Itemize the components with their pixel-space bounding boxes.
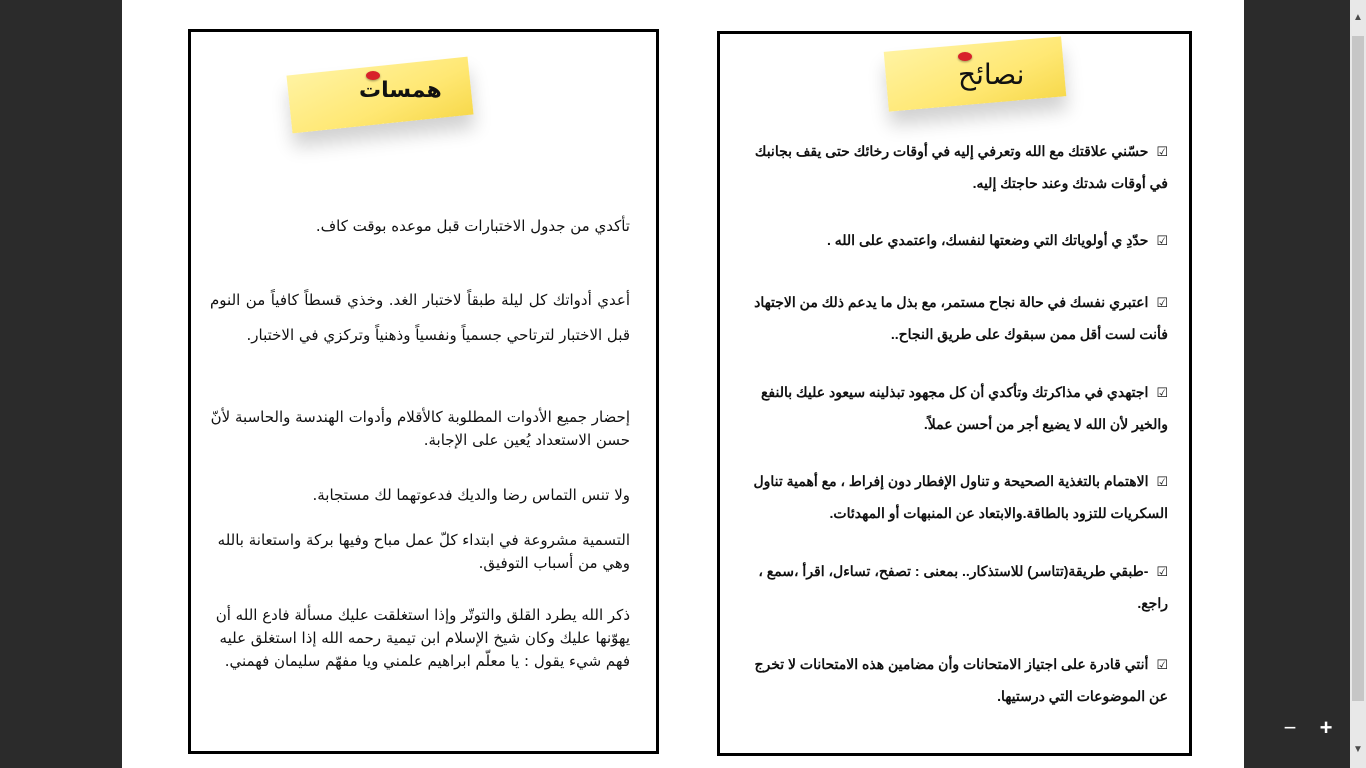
tip-item bbox=[745, 136, 1168, 199]
tips-sticky-note bbox=[848, 38, 1078, 122]
tip-item bbox=[745, 466, 1168, 529]
checkbox-icon: ☑ bbox=[1156, 658, 1168, 673]
whisper-paragraph: تأكدي من جدول الاختبارات قبل موعده بوقت كاف. bbox=[315, 217, 630, 235]
whisper-paragraph: ذكر الله يطرد القلق والتوتّر وإذا استغلقت عليك مسألة فادع الله أن يهوّنها عليك وكان شيخ الإسلام ابن تيمية رحمه الله إذا استغلق عليه فهم شيء يقول : يا معلّم ابراهيم علمني ويا مفهّم سليمان فهمني. bbox=[215, 606, 630, 670]
checkbox-icon: ☑ bbox=[1156, 234, 1168, 249]
tip-item bbox=[745, 649, 1168, 712]
zoom-out-button[interactable]: − bbox=[1283, 715, 1297, 740]
whisper-paragraph: أعدي أدواتك كل ليلة طبقاً لاختبار الغد. وخذي قسطاً كافياً من النوم قبل الاختبار لترتاحي جسمياً ونفسياً وذهنياً وتركزي في الاختبار. bbox=[210, 291, 630, 344]
checkbox-icon: ☑ bbox=[1156, 565, 1168, 580]
scrollbar-thumb[interactable] bbox=[1352, 36, 1364, 701]
tips-title: نصائح bbox=[958, 58, 1025, 91]
tip-item bbox=[745, 225, 1168, 257]
viewer-background-right bbox=[1244, 0, 1350, 768]
scroll-up-arrow-icon[interactable]: ▲ bbox=[1350, 0, 1366, 36]
checkbox-icon: ☑ bbox=[1156, 475, 1168, 490]
whisper-paragraph: ولا تنس التماس رضا والديك فدعوتهما لك مستجابة. bbox=[312, 486, 630, 504]
tip-text: -طبقي طريقة(تتاسر) للاستذكار.. بمعنى : تصفح، تساءل، اقرأ ،سمع ، راجع. bbox=[758, 563, 1168, 611]
zoom-in-button[interactable]: + bbox=[1319, 715, 1333, 740]
vertical-scrollbar[interactable] bbox=[1350, 0, 1366, 768]
tip-text: اجتهدي في مذاكرتك وتأكدي أن كل مجهود تبذلينه سيعود عليك بالنفع والخير لأن الله لا يضيع أجر من أحسن عملاً. bbox=[760, 384, 1168, 432]
tip-item bbox=[745, 287, 1168, 350]
tip-text: حسّني علاقتك مع الله وتعرفي إليه في أوقات رخائك حتى يقف بجانبك في أوقات شدتك وعند حاجتك إليه. bbox=[754, 143, 1168, 191]
whisper-paragraph: إحضار جميع الأدوات المطلوبة كالأقلام وأدوات الهندسة والحاسبة لأنّ حسن الاستعداد يُعين على الإجابة. bbox=[210, 408, 630, 449]
whispers-sticky-note bbox=[255, 62, 485, 142]
tip-text: حدّدِ ي أولوياتك التي وضعتها لنفسك، واعتمدي على الله . bbox=[827, 232, 1149, 248]
checkbox-icon: ☑ bbox=[1156, 386, 1168, 401]
checkbox-icon: ☑ bbox=[1156, 145, 1168, 160]
scroll-down-arrow-icon[interactable]: ▼ bbox=[1350, 732, 1366, 768]
checkbox-icon: ☑ bbox=[1156, 296, 1168, 311]
viewer-background-left bbox=[0, 0, 122, 768]
tip-text: الاهتمام بالتغذية الصحيحة و تناول الإفطار دون إفراط ، مع أهمية تناول السكريات للتزود بالطاقة.والابتعاد عن المنبهات أو المهدئات. bbox=[753, 473, 1168, 521]
tip-text: اعتبري نفسك في حالة نجاح مستمر، مع بذل ما يدعم ذلك من الاجتهاد فأنت لست أقل ممن سبقوك على طريق النجاح.. bbox=[754, 294, 1168, 342]
tip-item bbox=[745, 556, 1168, 619]
whispers-title: همسات bbox=[359, 78, 442, 103]
whisper-paragraph: التسمية مشروعة في ابتداء كلّ عمل مباح وفيها بركة واستعانة بالله وهي من أسباب التوفيق. bbox=[217, 531, 630, 572]
tip-text: أنتي قادرة على اجتياز الامتحانات وأن مضامين هذه الامتحانات لا تخرج عن الموضوعات التي درستيها. bbox=[754, 656, 1168, 704]
tip-item bbox=[745, 377, 1168, 440]
